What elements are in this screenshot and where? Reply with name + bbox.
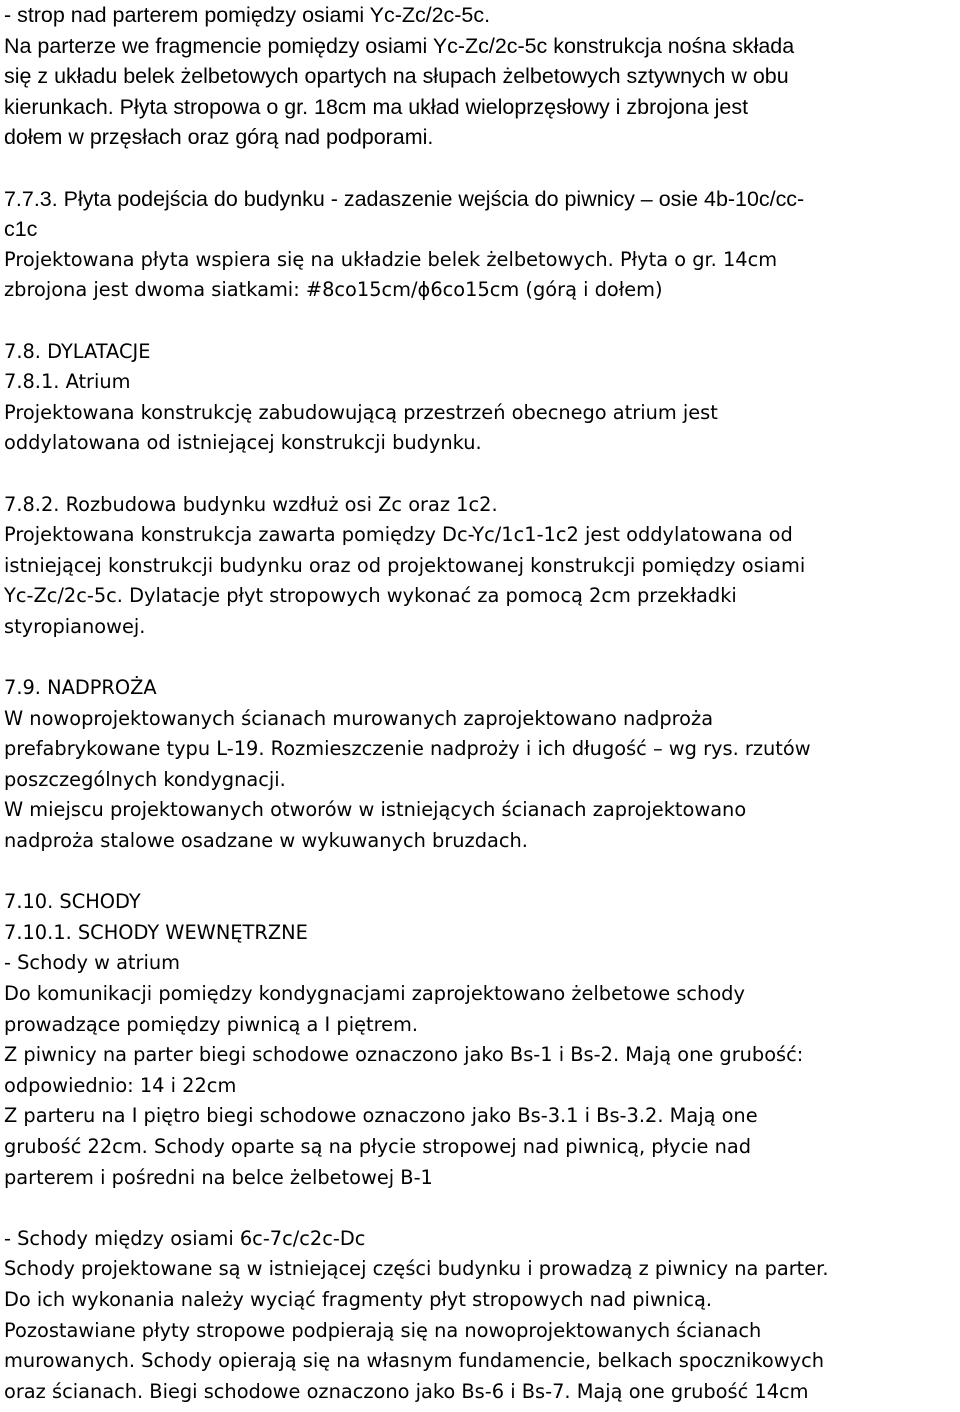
text-line: Yc-Zc/2c-5c. Dylatacje płyt stropowych wykonać za pomocą 2cm przekładki: [4, 584, 737, 608]
text-line: grubość 22cm. Schody oparte są na płycie stropowej nad piwnicą, płycie nad: [4, 1134, 752, 1158]
text-line: Do ich wykonania należy wyciąć fragmenty płyt stropowych nad piwnicą.: [4, 1287, 713, 1311]
text-line: 7.8. DYLATACJE: [4, 339, 151, 363]
blank-line: [4, 857, 960, 888]
blank-line: [4, 1193, 960, 1224]
text-line: parterem i pośredni na belce żelbetowej B-1: [4, 1165, 433, 1189]
text-line: prefabrykowane typu L-19. Rozmieszczenie nadproży i ich długość – wg rys. rzutów: [4, 737, 811, 761]
text-line: się z układu belek żelbetowych opartych na słupach żelbetowych sztywnych w obu: [4, 64, 789, 89]
text-line: Na parterze we fragmencie pomiędzy osiami Yc-Zc/2c-5c konstrukcja nośna składa: [4, 33, 795, 58]
text-line: 7.7.3. Płyta podejścia do budynku - zadaszenie wejścia do piwnicy – osie 4b-10c/cc-: [4, 186, 805, 211]
blank-line: [4, 153, 960, 184]
text-line: dołem w przęsłach oraz górą nad podporami.: [4, 125, 434, 150]
text-line: murowanych. Schody opierają się na własnym fundamencie, belkach spocznikowych: [4, 1349, 824, 1373]
text-line: prowadzące pomiędzy piwnicą a I piętrem.: [4, 1012, 419, 1036]
text-line: 7.10.1. SCHODY WEWNĘTRZNE: [4, 920, 308, 944]
text-line: - strop nad parterem pomiędzy osiami Yc-Zc/2c-5c.: [4, 3, 491, 27]
text-line: 7.10. SCHODY: [4, 890, 141, 914]
text-line: kierunkach. Płyta stropowa o gr. 18cm ma układ wieloprzęsłowy i zbrojona jest: [4, 94, 749, 119]
text-line: styropianowej.: [4, 614, 146, 638]
text-line: Projektowana płyta wspiera się na układzie belek żelbetowych. Płyta o gr. 14cm: [4, 247, 778, 271]
text-line: istniejącej konstrukcji budynku oraz od projektowanej konstrukcji pomiędzy osiami: [4, 553, 806, 577]
text-line: nadproża stalowe osadzane w wykuwanych bruzdach.: [4, 829, 528, 853]
text-line: W nowoprojektowanych ścianach murowanych zaprojektowano nadproża: [4, 706, 714, 730]
blank-line: [4, 642, 960, 673]
text-line: - Schody między osiami 6c-7c/c2c-Dc: [4, 1226, 366, 1250]
text-line: - Schody w atrium: [4, 951, 180, 975]
text-line: Projektowana konstrukcję zabudowującą przestrzeń obecnego atrium jest: [4, 400, 718, 424]
blank-line: [4, 306, 960, 337]
text-line: poszczególnych kondygnacji.: [4, 767, 286, 791]
text-line: Pozostawiane płyty stropowe podpierają się na nowoprojektowanych ścianach: [4, 1318, 762, 1342]
text-line: 7.8.1. Atrium: [4, 370, 131, 394]
document-page: [4, 0, 960, 1407]
text-line: 7.9. NADPROŻA: [4, 676, 157, 700]
text-line: 7.8.2. Rozbudowa budynku wzdłuż osi Zc oraz 1c2.: [4, 492, 498, 516]
text-line: Schody projektowane są w istniejącej części budynku i prowadzą z piwnicy na parter.: [4, 1257, 829, 1281]
text-line: oddylatowana od istniejącej konstrukcji budynku.: [4, 431, 482, 455]
text-line: odpowiednio: 14 i 22cm: [4, 1073, 237, 1097]
text-line: Do komunikacji pomiędzy kondygnacjami zaprojektowano żelbetowe schody: [4, 982, 745, 1005]
blank-line: [4, 459, 960, 490]
text-line: W miejscu projektowanych otworów w istniejących ścianach zaprojektowano: [4, 798, 747, 822]
text-line: Z piwnicy na parter biegi schodowe oznaczono jako Bs-1 i Bs-2. Mają one grubość:: [4, 1043, 804, 1067]
text-line: zbrojona jest dwoma siatkami: #8co15cm/ϕ6co15cm (górą i dołem): [4, 278, 663, 302]
text-line: Projektowana konstrukcja zawarta pomiędzy Dc-Yc/1c1-1c2 jest oddylatowana od: [4, 523, 793, 547]
text-line: Z parteru na I piętro biegi schodowe oznaczono jako Bs-3.1 i Bs-3.2. Mają one: [4, 1104, 758, 1128]
text-line: c1c: [4, 217, 38, 242]
text-line: oraz ścianach. Biegi schodowe oznaczono jako Bs-6 i Bs-7. Mają one grubość 14cm: [4, 1379, 809, 1403]
